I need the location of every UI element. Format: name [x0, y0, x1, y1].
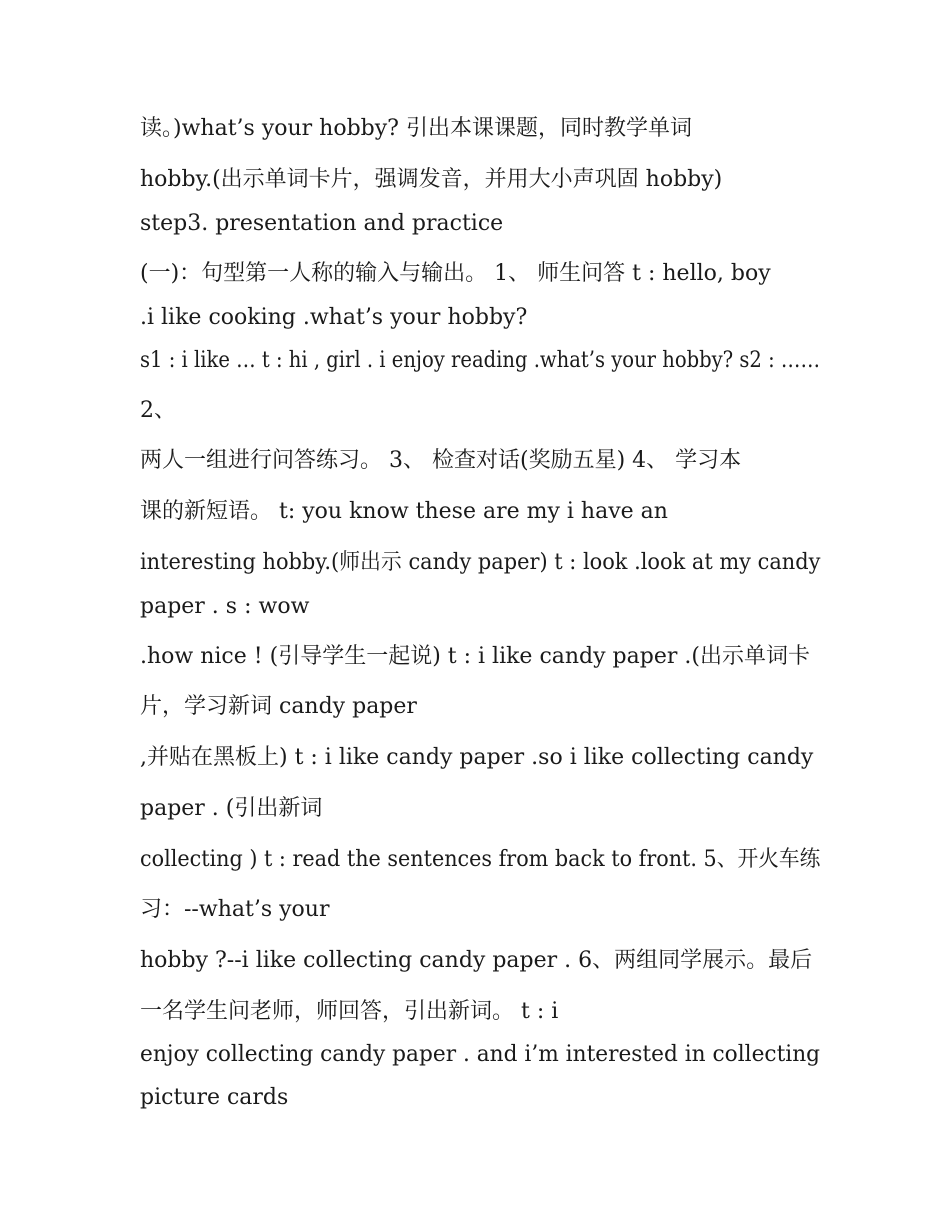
text-line: 习：--what’s your — [140, 897, 330, 922]
text-line: 2、 — [140, 398, 176, 423]
text-line: picture cards — [140, 1085, 289, 1110]
text-line: 片，学习新词 candy paper — [140, 694, 417, 719]
text-line: .i like cooking .what’s your hobby? — [140, 305, 528, 330]
text-line: collecting ) t : read the sentences from back to front. 5、开火车练 — [140, 847, 821, 872]
text-line: hobby.(出示单词卡片，强调发音，并用大小声巩固 hobby) — [140, 167, 723, 192]
text-line: interesting hobby.(师出示 candy paper) t : look .look at my candy — [140, 550, 821, 575]
text-line: 课的新短语。 t: you know these are my i have an — [140, 499, 668, 524]
text-line: ,并贴在黑板上) t : i like candy paper .so i like collecting candy — [140, 745, 814, 770]
text-line: 两人一组进行问答练习。 3、 检查对话(奖励五星) 4、 学习本 — [140, 448, 742, 473]
text-line: enjoy collecting candy paper . and i’m interested in collecting — [140, 1042, 821, 1067]
text-line: (一)：句型第一人称的输入与输出。 1、 师生问答 t : hello, boy — [140, 261, 771, 286]
text-line: hobby ?--i like collecting candy paper . 6、两组同学展示。最后 — [140, 948, 813, 973]
text-line: paper . (引出新词 — [140, 796, 323, 821]
text-line: 一名学生问老师，师回答，引出新词。 t : i — [140, 999, 559, 1024]
text-line: paper . s : wow — [140, 594, 310, 619]
text-line: step3. presentation and practice — [140, 211, 504, 236]
text-line: .how nice ! (引导学生一起说) t : i like candy paper .(出示单词卡 — [140, 644, 810, 669]
text-line: s1 : i like … t : hi , girl . i enjoy reading .what’s your hobby? s2 : …… — [140, 348, 820, 373]
text-line: 读。)what’s your hobby? 引出本课课题，同时教学单词 — [140, 116, 692, 141]
